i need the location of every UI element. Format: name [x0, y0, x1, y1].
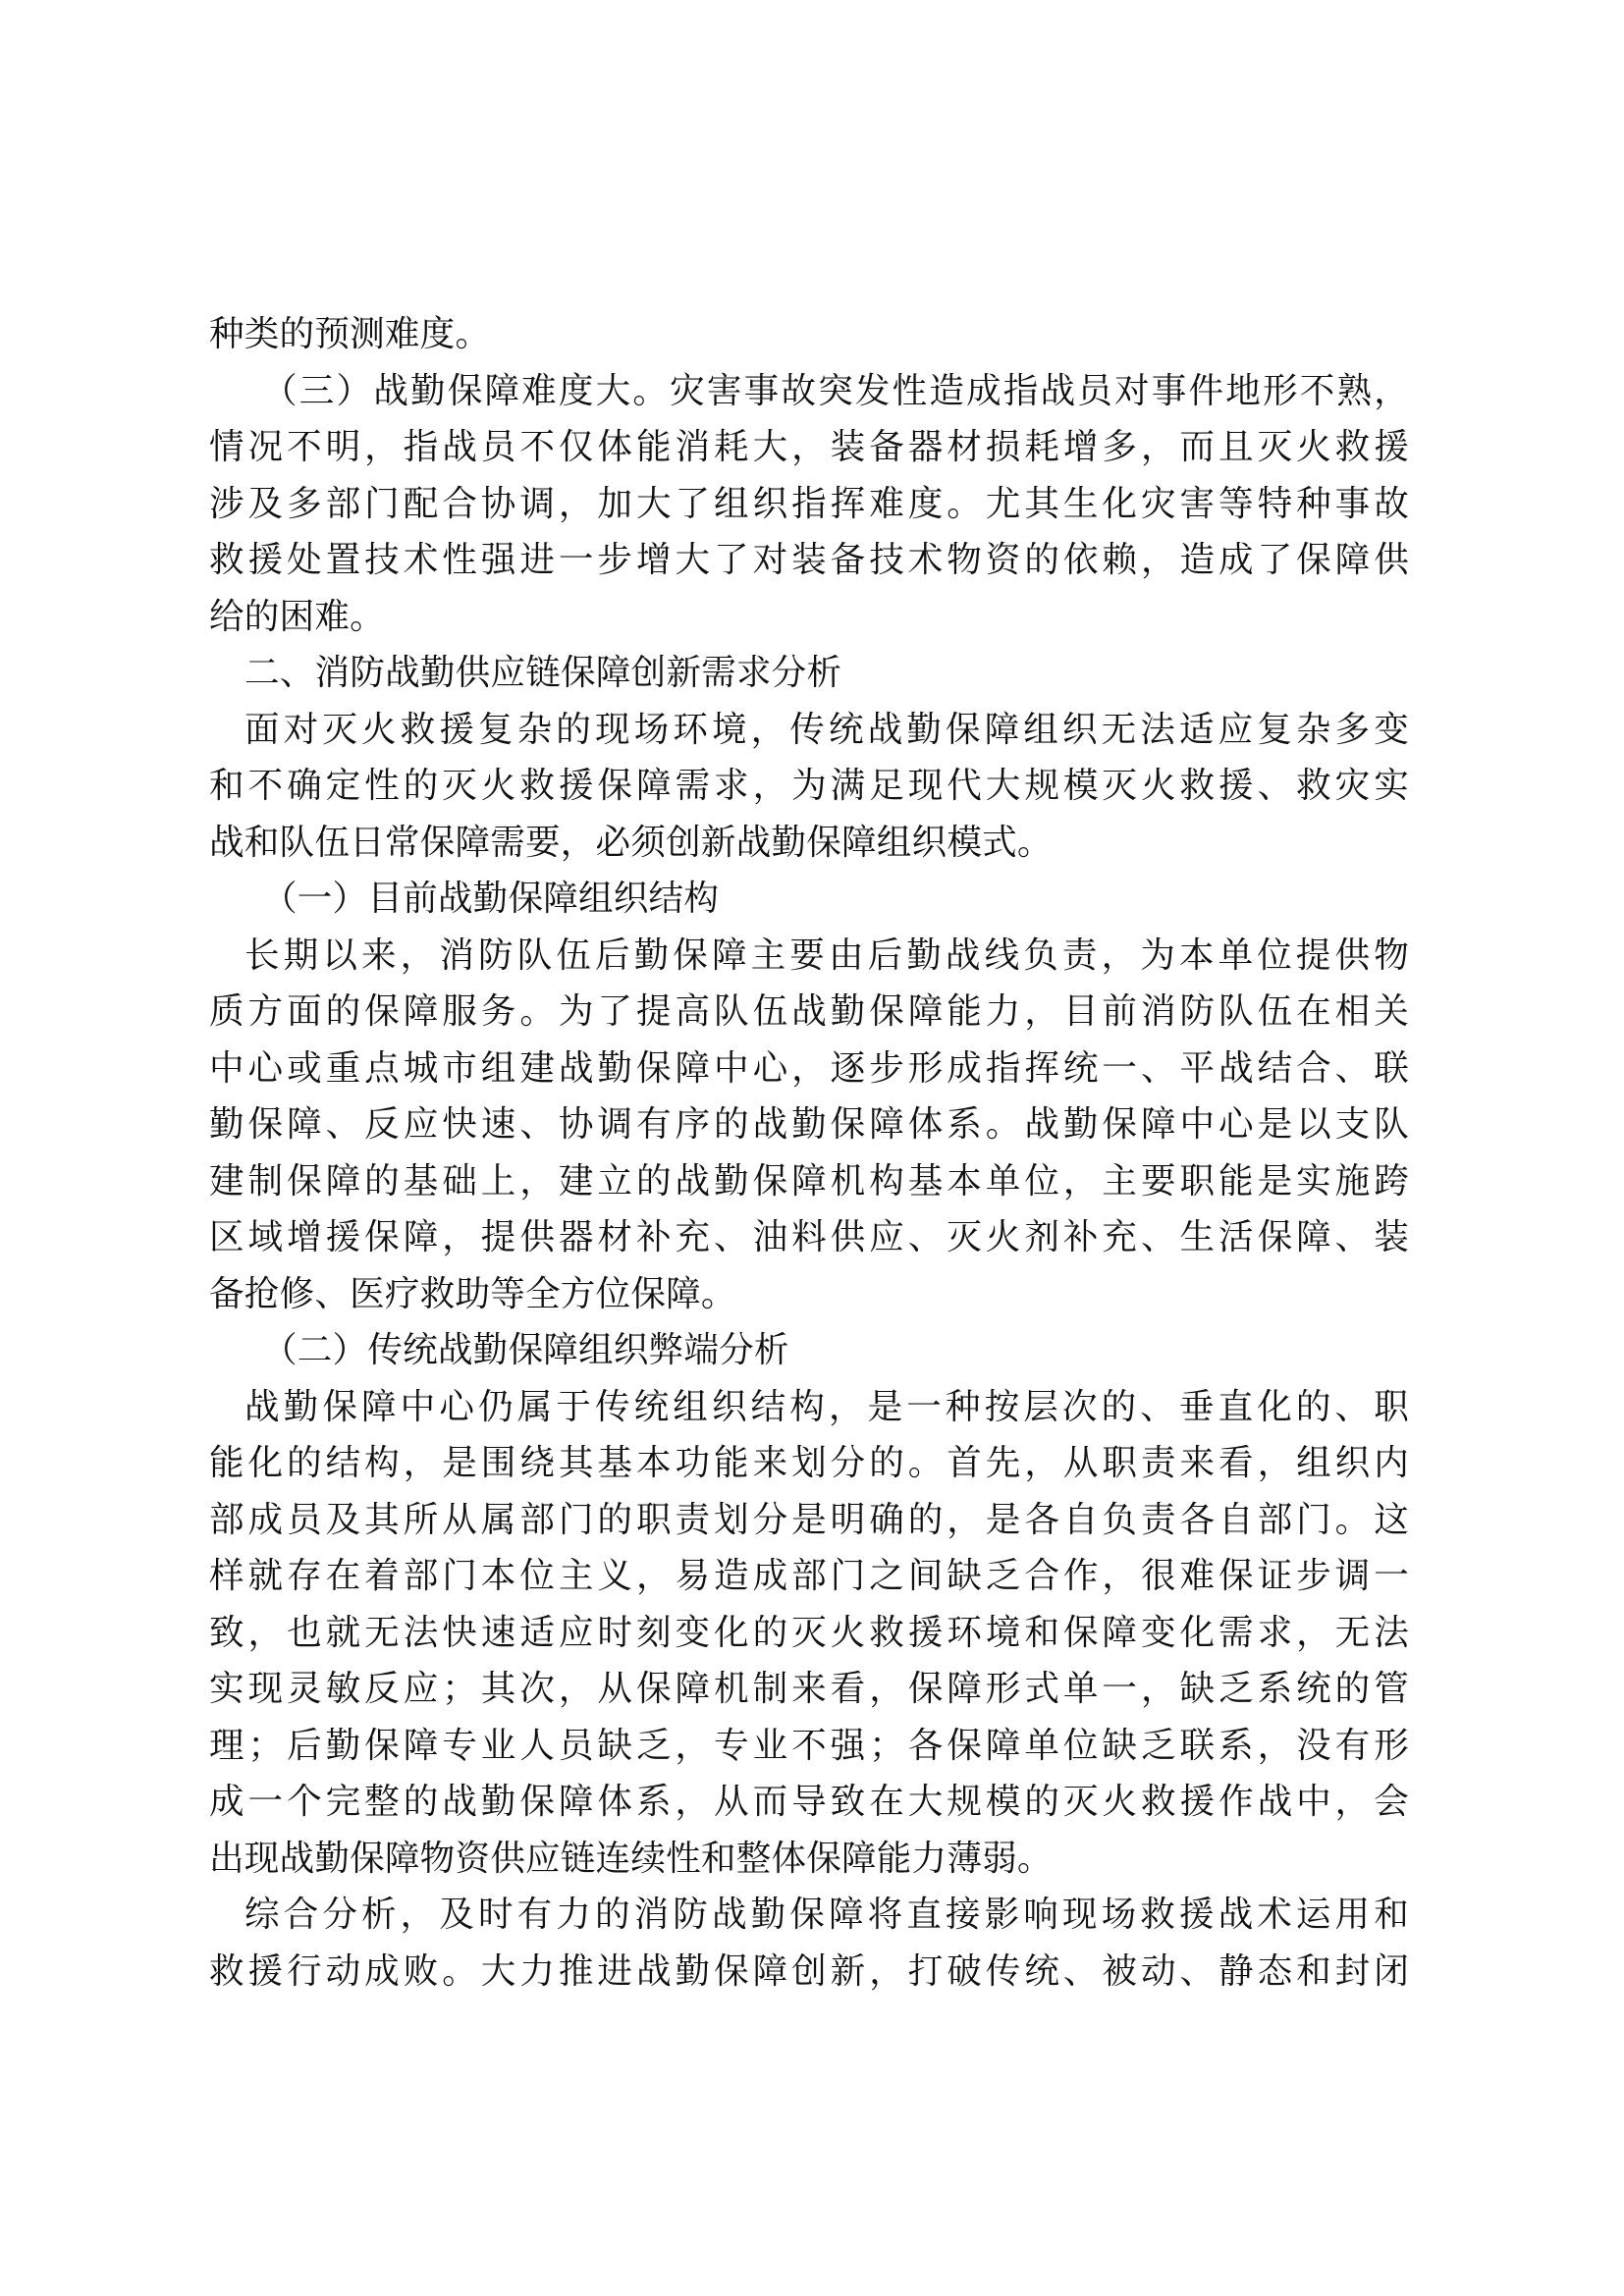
text-line: 部成员及其所从属部门的职责划分是明确的，是各自负责各自部门。这 [209, 1499, 1409, 1540]
text-line: 建制保障的基础上，建立的战勤保障机构基本单位，主要职能是实施跨 [209, 1160, 1409, 1201]
text-line: 情况不明，指战员不仅体能消耗大，装备器材损耗增多，而且灭火救援 [209, 427, 1409, 467]
subheading-3: （三）战勤保障难度大。灾害事故突发性造成指战员对事件地形不熟， [262, 370, 1409, 411]
text-line: 区域增援保障，提供器材补充、油料供应、灭火剂补充、生活保障、装 [209, 1217, 1409, 1257]
subheading-2: （二）传统战勤保障组织弊端分析 [262, 1330, 789, 1370]
text-line: 样就存在着部门本位主义，易造成部门之间缺乏合作，很难保证步调一 [209, 1556, 1409, 1596]
text-line: 种类的预测难度。 [209, 314, 491, 354]
text-line: 实现灵敏反应；其次，从保障机制来看，保障形式单一，缺乏系统的管 [209, 1669, 1409, 1709]
text-line: 涉及多部门配合协调，加大了组织指挥难度。尤其生化灾害等特种事故 [209, 483, 1409, 524]
text-line: 长期以来，消防队伍后勤保障主要由后勤战线负责，为本单位提供物 [244, 934, 1409, 976]
text-line: 综合分析，及时有力的消防战勤保障将直接影响现场救援战术运用和 [244, 1895, 1409, 1935]
text-line: 面对灭火救援复杂的现场环境，传统战勤保障组织无法适应复杂多变 [244, 709, 1409, 750]
text-line: 能化的结构，是围绕其基本功能来划分的。首先，从职责来看，组织内 [209, 1443, 1409, 1483]
text-line: 理；后勤保障专业人员缺乏，专业不强；各保障单位缺乏联系，没有形 [209, 1725, 1409, 1766]
document-body [209, 306, 1409, 2000]
text-line: 致，也就无法快速适应时刻变化的灭火救援环境和保障变化需求，无法 [209, 1612, 1409, 1653]
subheading-1: （一）目前战勤保障组织结构 [262, 879, 720, 919]
text-line: 救援处置技术性强进一步增大了对装备技术物资的依赖，造成了保障供 [209, 540, 1409, 580]
text-line: 战勤保障中心仍属于传统组织结构，是一种按层次的、垂直化的、职 [244, 1386, 1409, 1427]
text-line: 备抢修、医疗救助等全方位保障。 [209, 1273, 736, 1314]
text-line: 中心或重点城市组建战勤保障中心，逐步形成指挥统一、平战结合、联 [209, 1047, 1409, 1089]
text-line: 和不确定性的灭火救援保障需求，为满足现代大规模灭火救援、救灾实 [209, 766, 1409, 806]
section-heading-2: 二、消防战勤供应链保障创新需求分析 [244, 653, 842, 693]
text-line: 给的困难。 [209, 596, 385, 637]
text-line: 质方面的保障服务。为了提高队伍战勤保障能力，目前消防队伍在相关 [209, 991, 1409, 1032]
text-line: 救援行动成败。大力推进战勤保障创新，打破传统、被动、静态和封闭 [209, 1950, 1409, 1992]
text-line: 勤保障、反应快速、协调有序的战勤保障体系。战勤保障中心是以支队 [209, 1104, 1409, 1145]
text-line: 战和队伍日常保障需要，必须创新战勤保障组织模式。 [209, 822, 1053, 863]
text-line: 成一个完整的战勤保障体系，从而导致在大规模的灭火救援作战中，会 [209, 1782, 1409, 1822]
text-line: 出现战勤保障物资供应链连续性和整体保障能力薄弱。 [209, 1838, 1053, 1879]
